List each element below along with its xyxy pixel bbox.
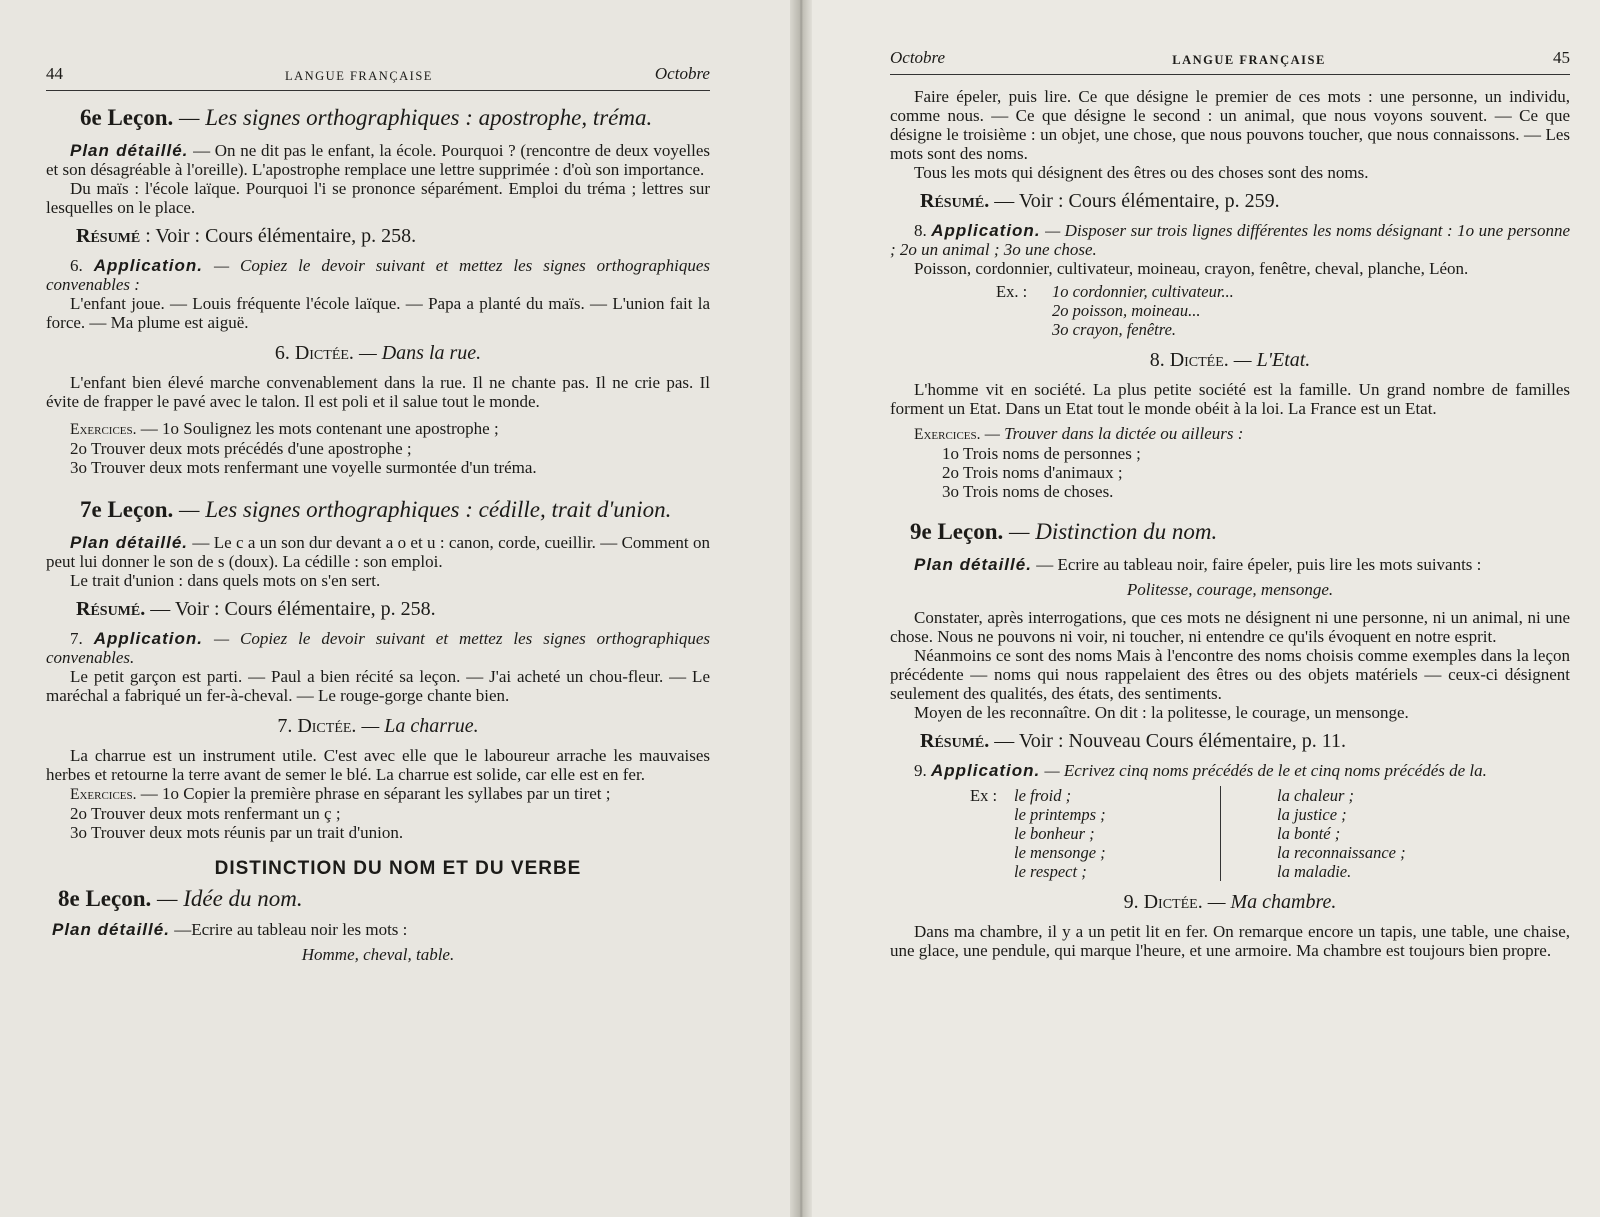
application-8-example: Ex. : 1o cordonnier, cultivateur... 2o poisson, moineau... 3o crayon, fenêtre. [996,282,1234,339]
dictee-7-text: La charrue est un instrument utile. C'est avec elle que le laboureur arrache les mauvaises herbes et retourne la terre avant de semer le blé. La charrue est solide, car elle est en fer. [46,746,710,784]
lecon-6-resume: Résumé : Voir : Cours élémentaire, p. 258. [76,225,417,247]
lecon-8-intro: Faire épeler, puis lire. Ce que désigne le premier de ces mots : une personne, un individu, comme nous. — Ce que désigne le second : un animal, que nous voyons souvent. — Ce que désigne le troisième : un objet, une chose, que nous pouvons toucher, que nous connaissons. — Les mots sont des noms. [890,87,1570,163]
application-6-body: L'enfant joue. — Louis fréquente l'école laïque. — Papa a planté du maïs. — L'union fait la force. — Ma plume est aiguë. [46,294,710,332]
lecon-9-p3: Moyen de les reconnaître. On dit : la politesse, le courage, un mensonge. [914,703,1409,722]
dictee-9-heading: 9. Dictée. — Ma chambre. [1123,891,1337,913]
lecon-8-resume: Résumé. — Voir : Cours élémentaire, p. 259. [920,190,1280,212]
lecon-9-plan: Plan détaillé. — Ecrire au tableau noir, faire épeler, puis lire les mots suivants : [914,555,1482,574]
lecon-9-resume: Résumé. — Voir : Nouveau Cours élémentaire, p. 11. [920,730,1347,752]
lecon-7-plan: Plan détaillé. — Le c a un son dur devant a o et u : canon, corde, cueillir. — Comment on peut lui donner le son de s (doux). La cédille : son emploi. [46,533,710,571]
lecon-7-plan-2: Le trait d'union : dans quels mots on s'en sert. [70,571,381,590]
application-8: 8. Application. — Disposer sur trois lignes différentes les noms désignant : 1o une personne ; 2o un animal ; 3o une chose. [890,221,1571,259]
dictee-8-heading: 8. Dictée. — L'Etat. [1149,349,1311,371]
left-page [0,0,798,1217]
exercices-8: Exercices. — Trouver dans la dictée ou ailleurs : 1o Trois noms de personnes ; 2o Trois noms d'animaux ; 3o Trois noms de choses. [914,424,1244,501]
section-title: DISTINCTION DU NOM ET DU VERBE [214,858,582,879]
dictee-7-heading: 7. Dictée. — La charrue. [277,715,479,737]
right-running-head [890,48,1570,75]
lecon-8-intro-2: Tous les mots qui désignent des êtres ou des choses sont des noms. [914,163,1369,182]
lecon-6-heading: 6e Leçon. — Les signes orthographiques : apostrophe, tréma. [80,105,653,130]
application-7: 7. Application. — Copiez le devoir suivant et mettez les signes orthographiques convenables. [46,629,711,667]
application-9-example: Ex : le froid ; le printemps ; le bonheur ; le mensonge ; le respect ; la chaleur ; la justice ; la bonté ; la reconnaissance ; la maladie. [970,786,1406,881]
dictee-9-text: Dans ma chambre, il y a un petit lit en fer. On remarque encore un tapis, une table, une chaise, une glace, une pendule, qui marque l'heure, et une armoire. Ma chambre est toujours bien propre. [890,922,1570,960]
running-title: LANGUE FRANÇAISE [284,69,433,83]
application-7-body: Le petit garçon est parti. — Paul a bien récité sa leçon. — J'ai acheté un chou-fleur. — Le maréchal a fabriqué un fer-à-cheval. — Le rouge-gorge chante bien. [46,667,710,705]
right-page [798,0,1600,1217]
month-label: Octobre [890,48,946,67]
lecon-8-heading: 8e Leçon. — Idée du nom. [58,886,303,911]
page-number: 44 [46,64,63,83]
exercices-6: Exercices. — 1o Soulignez les mots contenant une apostrophe ; 2o Trouver deux mots précédés d'une apostrophe ; 3o Trouver deux mots renfermant une voyelle surmontée d'un tréma. [70,419,537,477]
left-running-head [46,64,710,91]
page-number: 45 [1552,48,1570,67]
lecon-7-heading: 7e Leçon. — Les signes orthographiques : cédille, trait d'union. [80,497,672,522]
lecon-7-resume: Résumé. — Voir : Cours élémentaire, p. 258. [76,598,436,620]
lecon-9-words: Politesse, courage, mensonge. [1126,580,1334,599]
application-8-body: Poisson, cordonnier, cultivateur, moineau, crayon, fenêtre, cheval, planche, Léon. [914,259,1469,278]
lecon-8-words: Homme, cheval, table. [301,945,455,964]
dictee-6-heading: 6. Dictée. — Dans la rue. [274,342,482,364]
lecon-9-p1: Constater, après interrogations, que ces mots ne désignent ni une personne, ni un animal, ni une chose. Nous ne pouvons ni voir, ni toucher, ni entendre ce qu'ils évoquent en notre esprit. [890,608,1570,646]
exercices-7: Exercices. — 1o Copier la première phrase en séparant les syllabes par un tiret ; 2o Trouver deux mots renfermant un ç ; 3o Trouver deux mots réunis par un trait d'union. [70,784,611,842]
dictee-6-text: L'enfant bien élevé marche convenablement dans la rue. Il ne chante pas. Il ne crie pas. Il évite de frapper le pavé avec le talon. Il est poli et il salue tout le monde. [46,373,710,411]
lecon-6-plan: Plan détaillé. — On ne dit pas le enfant, la école. Pourquoi ? (rencontre de deux voyelles et son désagréable à l'oreille). L'apostrophe remplace une lettre supprimée : d'où son importance. [46,141,711,179]
application-6: 6. Application. — Copiez le devoir suivant et mettez les signes orthographiques convenables : [46,256,711,294]
application-9: 9. Application. — Ecrivez cinq noms précédés de le et cinq noms précédés de la. [914,761,1487,780]
lecon-8-plan: Plan détaillé. —Ecrire au tableau noir les mots : [52,920,408,939]
lecon-9-heading: 9e Leçon. — Distinction du nom. [910,519,1218,544]
dictee-8-text: L'homme vit en société. La plus petite société est la famille. Un grand nombre de familles forment un Etat. Dans un Etat tout le monde obéit à la loi. La France est un Etat. [890,380,1570,418]
lecon-9-p2: Néanmoins ce sont des noms Mais à l'encontre des noms choisis comme exemples dans la leçon précédente — noms qui nous rappelaient des êtres ou des objets matériels — ceux-ci désignent seulement des qualités, des états, des sentiments. [890,646,1570,703]
month-label: Octobre [654,64,710,83]
running-title: LANGUE FRANÇAISE [1172,53,1326,67]
lecon-6-plan-2: Du maïs : l'école laïque. Pourquoi l'i se prononce séparément. Emploi du tréma ; lettres sur lesquelles on le place. [46,179,710,217]
